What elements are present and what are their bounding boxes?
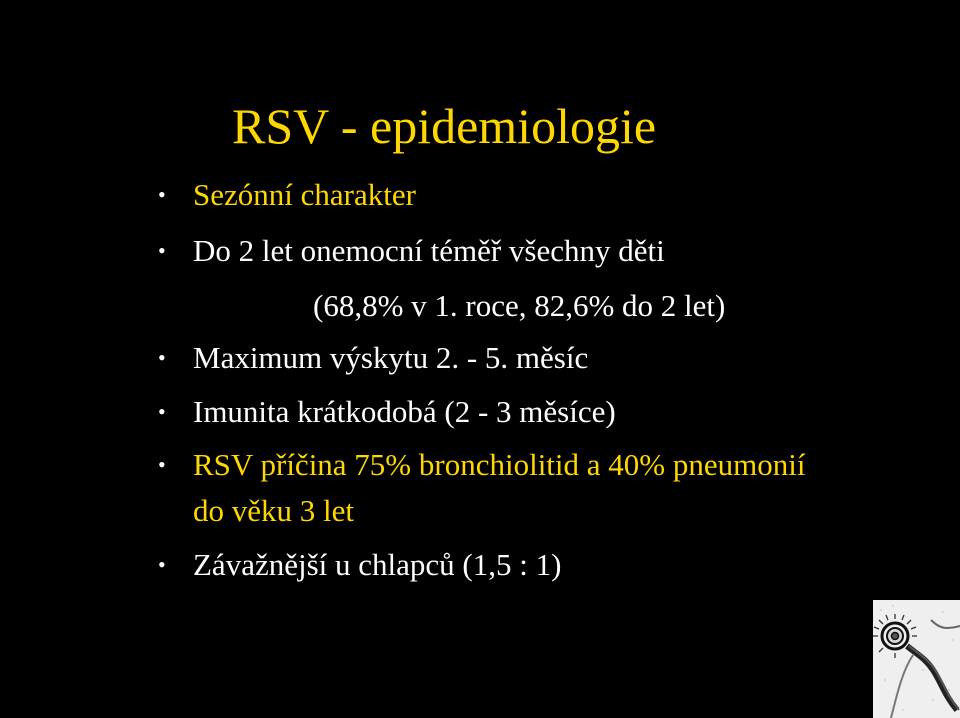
micrograph-drawing [873, 600, 960, 718]
bullet-marker: • [158, 552, 166, 577]
bullet-text: Sezónní charakter [193, 177, 416, 212]
bullet-marker: • [158, 345, 166, 370]
rsv-virion-micrograph-image [873, 600, 960, 718]
bullet-text: do věku 3 let [193, 493, 354, 528]
bullet-marker: • [158, 238, 166, 263]
bullet-text: Závažnější u chlapců (1,5 : 1) [193, 547, 562, 582]
bullet-marker: • [158, 399, 166, 424]
bullet-text: RSV příčina 75% bronchiolitid a 40% pneumonií [193, 447, 806, 482]
bullet-marker: • [158, 182, 166, 207]
bullet-text: (68,8% v 1. roce, 82,6% do 2 let) [313, 288, 726, 323]
bullet-marker: • [158, 452, 166, 477]
bullet-text: Maximum výskytu 2. - 5. měsíc [193, 340, 589, 375]
bullet-text: Imunita krátkodobá (2 - 3 měsíce) [193, 394, 616, 429]
slide-title: RSV - epidemiologie [232, 98, 657, 154]
bullet-text: Do 2 let onemocní téměř všechny děti [193, 233, 665, 268]
